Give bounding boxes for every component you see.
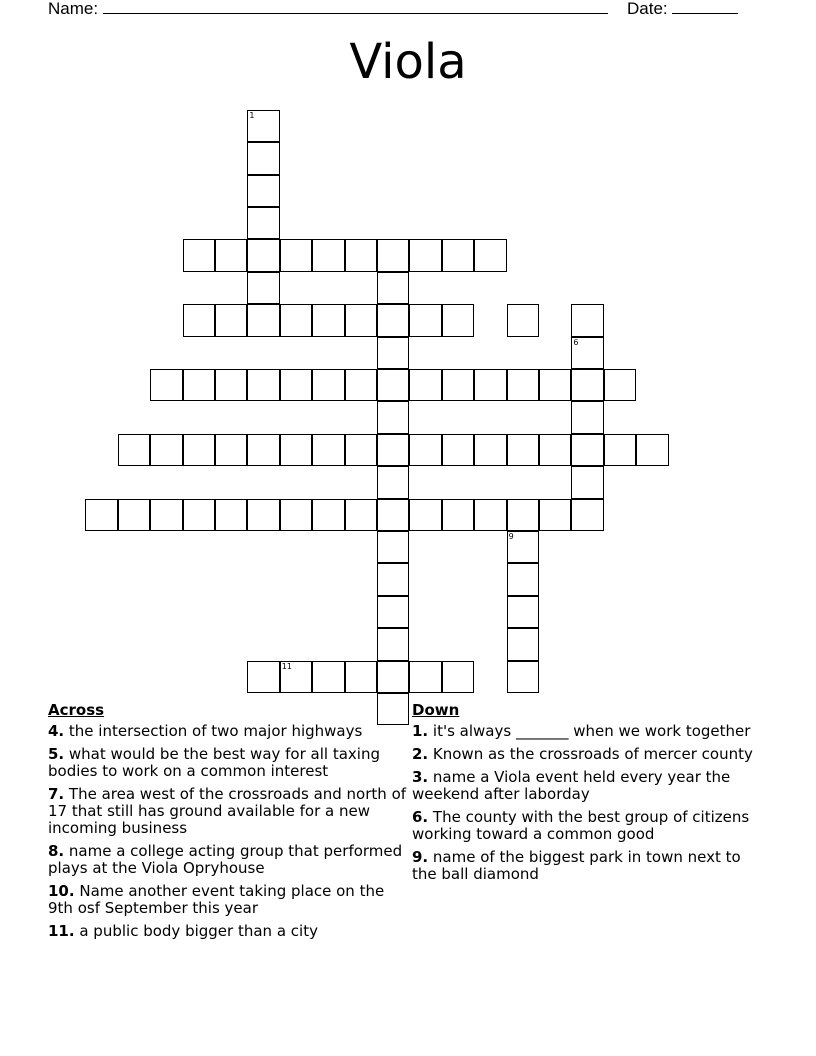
grid-cell[interactable] [474, 369, 506, 401]
grid-cell[interactable] [409, 239, 441, 271]
across-clue-list [48, 723, 408, 940]
grid-cell[interactable] [247, 304, 279, 336]
grid-cell[interactable] [345, 304, 377, 336]
clue-num: 8. [48, 842, 65, 860]
clue-num: 1. [412, 722, 429, 740]
down-clue [412, 746, 762, 763]
grid-cell[interactable] [571, 369, 603, 401]
grid-cell[interactable] [539, 369, 571, 401]
clue-text: Known as the crossroads of mercer county [428, 745, 753, 763]
grid-cell[interactable] [247, 239, 279, 271]
grid-cell[interactable] [345, 434, 377, 466]
clue-number: 9 [508, 532, 514, 541]
clue-number: 6 [573, 337, 579, 347]
grid-cell[interactable] [280, 239, 312, 271]
grid-cell[interactable] [377, 272, 409, 304]
across-clue [48, 923, 408, 940]
grid-cell[interactable] [442, 661, 474, 693]
grid-cell[interactable] [247, 110, 279, 142]
grid-cell[interactable] [312, 499, 344, 531]
name-label: Name: [48, 0, 99, 18]
clue-num: 11. [48, 922, 75, 940]
grid-cell[interactable] [442, 304, 474, 336]
clue-num: 10. [48, 882, 75, 900]
grid-cell[interactable] [442, 499, 474, 531]
grid-cell[interactable] [377, 304, 409, 336]
down-clue [412, 809, 762, 843]
across-clue [48, 723, 408, 740]
clue-number: 11 [281, 661, 292, 671]
grid-cell[interactable] [312, 304, 344, 336]
across-clue [48, 786, 408, 837]
clue-text: name a college acting group that performed plays at the Viola Opryhouse [48, 842, 403, 877]
grid-cell[interactable] [604, 369, 636, 401]
grid-cell[interactable] [118, 499, 150, 531]
clue-num: 5. [48, 745, 65, 763]
across-clues [48, 702, 408, 946]
grid-cell[interactable] [183, 369, 215, 401]
grid-cell[interactable] [507, 499, 539, 531]
grid-cell[interactable] [183, 239, 215, 271]
grid-cell[interactable] [183, 499, 215, 531]
clue-num: 2. [412, 745, 429, 763]
grid-cell[interactable] [474, 499, 506, 531]
grid-cell[interactable] [474, 434, 506, 466]
clue-number: 1 [249, 110, 255, 120]
grid-cell[interactable] [247, 207, 279, 239]
grid-cell[interactable] [345, 369, 377, 401]
grid-cell[interactable] [409, 369, 441, 401]
clue-text: The area west of the crossroads and north of 17 that still has ground available for a new incoming business [48, 785, 407, 837]
grid-cell[interactable] [409, 499, 441, 531]
grid-cell[interactable] [215, 369, 247, 401]
grid-cell[interactable] [345, 499, 377, 531]
clue-text: a public body bigger than a city [74, 922, 318, 940]
grid-cell[interactable] [377, 563, 409, 595]
grid-cell[interactable] [150, 499, 182, 531]
grid-cell[interactable] [571, 466, 603, 498]
clue-num: 4. [48, 722, 65, 740]
grid-cell[interactable] [507, 304, 539, 336]
down-clue [412, 849, 762, 883]
grid-cell[interactable] [507, 628, 539, 660]
grid-cell[interactable] [247, 499, 279, 531]
grid-cell[interactable] [377, 628, 409, 660]
grid-cell[interactable] [636, 434, 668, 466]
grid-cell[interactable] [377, 596, 409, 628]
down-clue [412, 769, 762, 803]
grid-cell[interactable] [377, 239, 409, 271]
grid-cell[interactable] [312, 369, 344, 401]
grid-cell[interactable] [183, 434, 215, 466]
grid-cell[interactable] [442, 239, 474, 271]
grid-cell[interactable] [150, 434, 182, 466]
grid-cell[interactable] [280, 499, 312, 531]
grid-cell[interactable] [571, 304, 603, 336]
grid-cell[interactable] [345, 661, 377, 693]
grid-cell[interactable] [442, 434, 474, 466]
grid-cell[interactable] [150, 369, 182, 401]
grid-cell[interactable] [571, 434, 603, 466]
across-heading: Across [48, 701, 105, 719]
clue-text: name a Viola event held every year the weekend after laborday [412, 768, 731, 803]
grid-cell[interactable] [474, 239, 506, 271]
grid-cell[interactable] [247, 434, 279, 466]
grid-cell[interactable] [312, 239, 344, 271]
grid-cell[interactable] [312, 661, 344, 693]
grid-cell[interactable] [280, 304, 312, 336]
down-clue [412, 723, 762, 740]
clue-num: 7. [48, 785, 65, 803]
grid-cell[interactable] [247, 272, 279, 304]
grid-cell[interactable] [507, 596, 539, 628]
grid-cell[interactable] [247, 142, 279, 174]
grid-cell[interactable] [507, 661, 539, 693]
grid-cell[interactable] [377, 531, 409, 563]
down-heading: Down [412, 701, 460, 719]
grid-cell[interactable] [409, 661, 441, 693]
grid-cell[interactable] [377, 661, 409, 693]
grid-cell[interactable] [345, 239, 377, 271]
grid-cell[interactable] [312, 434, 344, 466]
across-clue [48, 883, 408, 917]
clue-num: 9. [412, 848, 429, 866]
date-label: Date: [627, 0, 668, 18]
grid-cell[interactable] [377, 499, 409, 531]
down-clue-list [412, 723, 762, 883]
across-clue [48, 746, 408, 780]
grid-cell[interactable] [247, 369, 279, 401]
grid-cell[interactable] [247, 661, 279, 693]
grid-cell[interactable] [215, 434, 247, 466]
clue-text: it's always _______ when we work together [428, 722, 751, 740]
grid-cell[interactable] [183, 304, 215, 336]
grid-cell[interactable] [377, 401, 409, 433]
clue-text: name of the biggest park in town next to the ball diamond [412, 848, 741, 883]
grid-cell[interactable] [507, 434, 539, 466]
clue-text: The county with the best group of citizens working toward a common good [412, 808, 750, 843]
grid-cell[interactable] [571, 401, 603, 433]
grid-cell[interactable] [604, 434, 636, 466]
clue-text: the intersection of two major highways [64, 722, 363, 740]
clue-num: 3. [412, 768, 429, 786]
grid-cell[interactable] [507, 369, 539, 401]
grid-cell[interactable] [377, 466, 409, 498]
grid-cell[interactable] [377, 337, 409, 369]
page-title: Viola [349, 34, 467, 90]
grid-cell[interactable] [442, 369, 474, 401]
grid-cell[interactable] [571, 499, 603, 531]
grid-cell[interactable] [377, 369, 409, 401]
across-clue [48, 843, 408, 877]
grid-cell[interactable] [571, 337, 603, 369]
grid-cell[interactable] [247, 175, 279, 207]
grid-cell[interactable] [215, 499, 247, 531]
grid-cell[interactable] [85, 499, 117, 531]
grid-cell[interactable] [409, 304, 441, 336]
grid-cell[interactable] [280, 434, 312, 466]
grid-cell[interactable] [507, 563, 539, 595]
grid-cell[interactable] [118, 434, 150, 466]
grid-cell[interactable] [377, 434, 409, 466]
clue-num: 6. [412, 808, 429, 826]
grid-cell[interactable] [539, 499, 571, 531]
grid-cell[interactable] [280, 369, 312, 401]
grid-cell[interactable] [539, 434, 571, 466]
grid-cell[interactable] [507, 531, 539, 563]
grid-cell[interactable] [280, 661, 312, 693]
grid-cell[interactable] [409, 434, 441, 466]
clue-text: what would be the best way for all taxing bodies to work on a common interest [48, 745, 380, 780]
down-clues [412, 702, 762, 889]
grid-cell[interactable] [215, 304, 247, 336]
grid-cell[interactable] [215, 239, 247, 271]
clue-text: Name another event taking place on the 9th osf September this year [48, 882, 385, 917]
